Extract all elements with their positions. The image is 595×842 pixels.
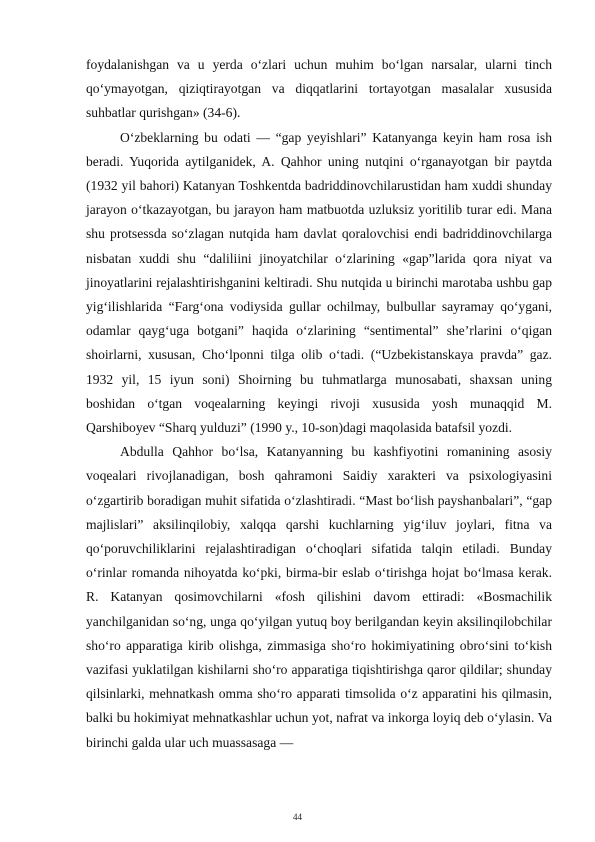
paragraph-continuation: foydalanishgan va u yerda o‘zlari uchun muhim bo‘lgan narsalar, ularni tinch qo‘ymayotgan, qiziqtirayotgan va diqqatlarini tortayotgan masalalar xususida suhbatlar qurishgan» (34-6). xyxy=(86,57,552,121)
paragraph-qahhor-novel: Abdulla Qahhor bo‘lsa, Katanyanning bu kashfiyotini romanining asosiy voqealari rivojlanadigan, bosh qahramoni Saidiy xarakteri va psixologiyasini o‘zgartirib boradigan muhit sifatida o‘zlashtiradi. “Mast bo‘lish payshanbalari”, “gap majlislari” aksilinqilobiy, xalqqa qarshi kuchlarning yig‘iluv joylari, fitna va qo‘poruvchiliklarini rejalashtiradigan o‘choqlari sifatida talqin etiladi. Bunday o‘rinlar romanda nihoyatda ko‘pki, birma-bir eslab o‘tirishga hojat bo‘lmasa kerak. R. Katanyan qosimovchilarni «fosh qilishini davom ettiradi: «Bosmachilik yanchilganidan so‘ng, unga qo‘yilgan yutuq boy berilgandan keyin aksilinqilobchilar sho‘ro apparatiga kirib olishga, zimmasiga sho‘ro hokimiyatining obro‘sini to‘kish vazifasi yuklatilgan kishilarni sho‘ro apparatiga tiqishtirishga qaror qildilar; shunday qilsinlarki, mehnatkash omma sho‘ro apparati timsolida o‘z apparatini his qilmasin, balki bu hokimiyat mehnatkashlar uchun yot, nafrat va inkorga loyiq deb o‘ylasin. Va birinchi galda ular uch muassasaga — xyxy=(86,444,552,750)
page-number: 44 xyxy=(293,812,302,822)
page-body xyxy=(86,53,552,755)
paragraph-gap-custom: O‘zbeklarning bu odati — “gap yeyishlari” Katanyanga keyin ham rosa ish beradi. Yuqorida aytilganidek, A. Qahhor uning nutqini o‘rganayotgan bir paytda (1932 yil bahori) Katanyan Toshkentda badriddinovchilarustidan ham xuddi shunday jarayon o‘tkazayotgan, bu jarayon ham matbuotda uzluksiz yoritilib turar edi. Mana shu protsessda so‘zlagan nutqida ham davlat qoralovchisi endi badriddinovchilarga nisbatan xuddi shu “daliliini jinoyatchilar o‘zlarining «gap”larida qora niyat va jinoyatlarini rejalashtirishganini keltiradi. Shu nutqida u birinchi marotaba ushbu gap yig‘ilishlarida “Farg‘ona vodiysida gullar ochilmay, bulbullar sayramay qo‘ygani, odamlar qayg‘uga botgani” haqida o‘zlarining “sentimental” she’rlarini o‘qigan shoirlarni, xususan, Cho‘lponni tilga olib o‘tadi. (“Uzbekistanskaya pravda” gaz. 1932 yil, 15 iyun soni) Shoirning bu tuhmatlarga munosabati, shaxsan uning boshidan o‘tgan voqealarning keyingi rivoji xususida yosh munaqqid M. Qarshiboyev “Sharq yulduzi” (1990 y., 10-son)dagi maqolasida batafsil yozdi. xyxy=(86,129,552,436)
